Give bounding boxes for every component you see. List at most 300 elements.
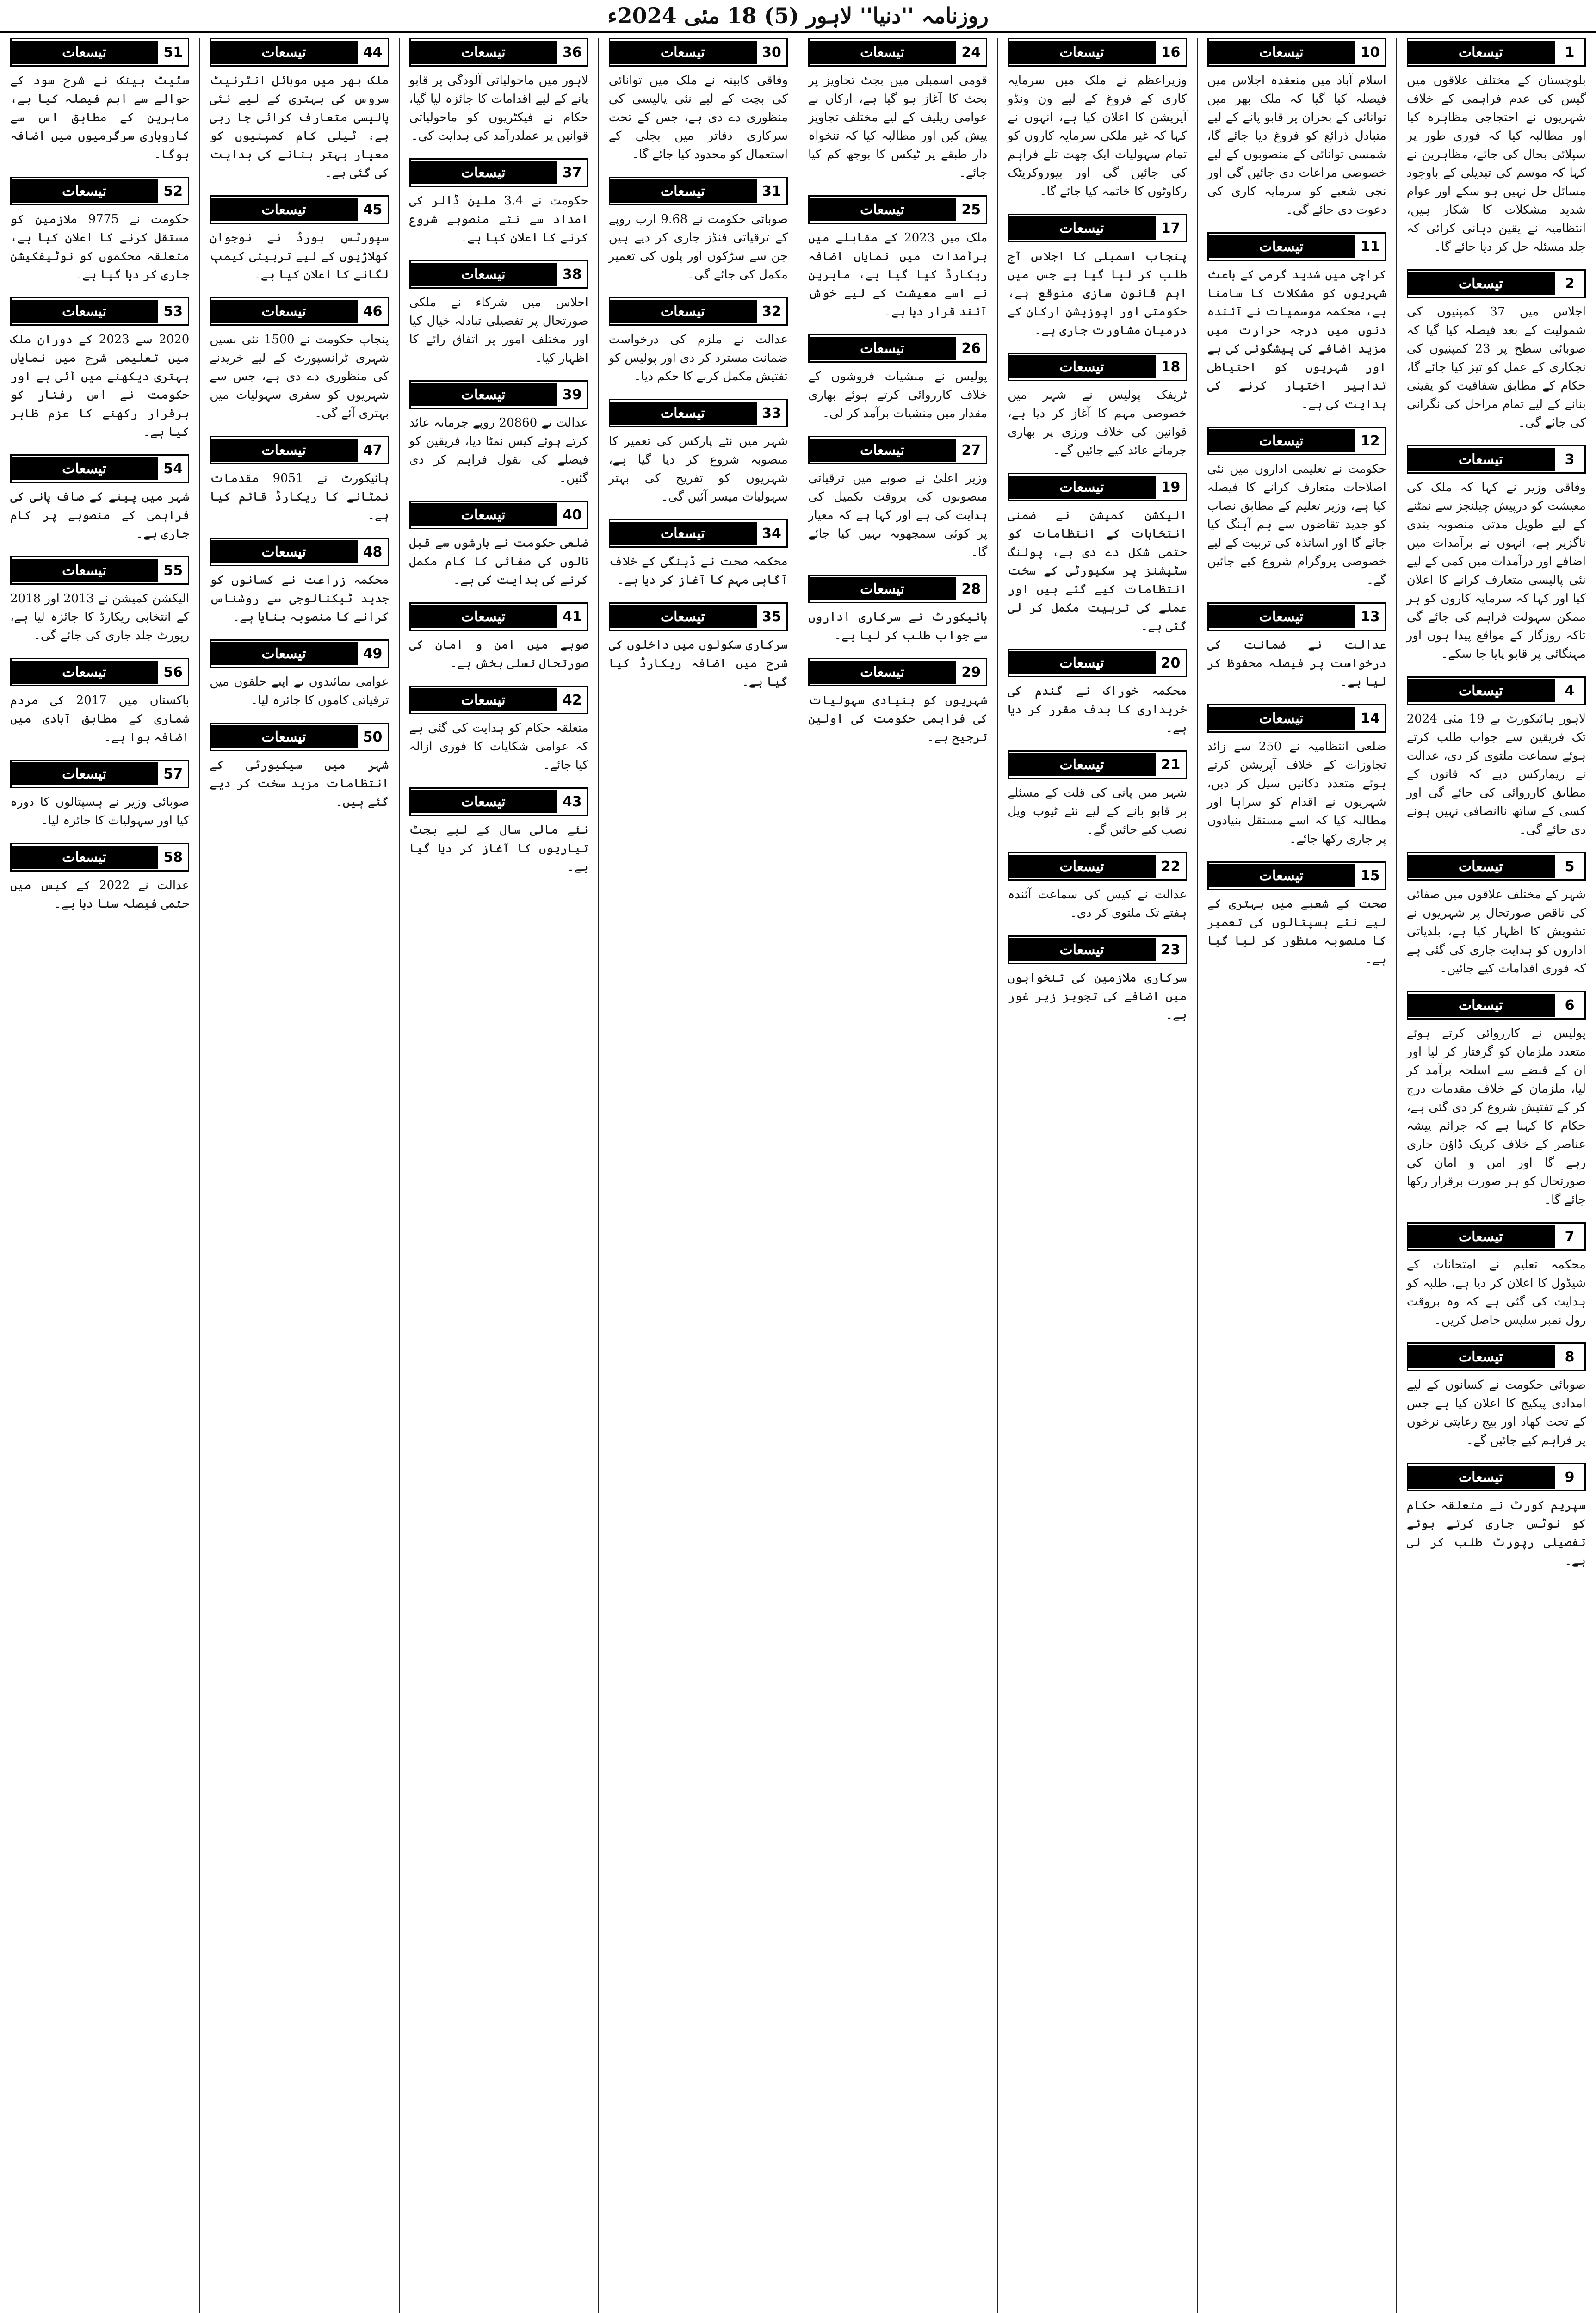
news-item-body: وزیر اعلیٰ نے صوبے میں ترقیاتی منصوبوں کی بروقت تکمیل کی ہدایت کی ہے اور کہا ہے کہ معیار پر کوئی سمجھوتہ نہیں کیا جائے گا۔ bbox=[808, 471, 988, 559]
news-item-number: 39 bbox=[556, 383, 587, 406]
news-item bbox=[1207, 602, 1386, 691]
news-item-header bbox=[1407, 445, 1586, 474]
news-item-number: 18 bbox=[1155, 355, 1186, 378]
news-item bbox=[1407, 38, 1586, 256]
news-item-body: لاہور ہائیکورٹ نے 19 مئی 2024 تک فریقین سے جواب طلب کرتے ہوئے سماعت ملتوی کر دی، عدالت نے ریمارکس دیے کہ قانون کے مطابق کارروائی کی جائے گی اور کسی کے ساتھ ناانصافی نہیں ہونے دی جائے گی۔ bbox=[1406, 712, 1586, 837]
news-item bbox=[409, 787, 588, 876]
news-item-label: تیسعات bbox=[411, 605, 556, 628]
news-item bbox=[1008, 38, 1187, 201]
news-item-body: شہریوں کو بنیادی سہولیات کی فراہمی حکومت کی اولین ترجیح ہے۔ bbox=[808, 693, 988, 744]
news-column bbox=[798, 38, 997, 2313]
news-item-header bbox=[1008, 473, 1187, 501]
news-item-body: محکمہ صحت نے ڈینگی کے خلاف آگاہی مہم کا آغاز کر دیا ہے۔ bbox=[608, 555, 788, 587]
news-item bbox=[1008, 750, 1187, 839]
news-item-header bbox=[1008, 852, 1187, 881]
news-item-number: 20 bbox=[1155, 651, 1186, 674]
news-item-body: ملک بھر میں موبائل انٹرنیٹ سروس کی بہتری کے لیے نئی پالیسی متعارف کرائی جا رہی ہے، ٹیلی کام کمپنیوں کو معیار بہتر بنانے کی ہدایت کی گئی ہے۔ bbox=[210, 74, 389, 180]
news-item-label: تیسعات bbox=[610, 300, 755, 323]
news-item-label: تیسعات bbox=[1209, 707, 1354, 730]
news-item-body: شہر کے مختلف علاقوں میں صفائی کی ناقص صورتحال پر شہریوں نے تشویش کا اظہار کیا ہے، بلدیاتی اداروں کو ہدایت جاری کی گئی ہے کہ فوری اقدامات کیے جائیں۔ bbox=[1406, 888, 1586, 976]
news-item-label: تیسعات bbox=[610, 179, 755, 203]
news-item-label: تیسعات bbox=[1408, 994, 1553, 1017]
news-item bbox=[210, 639, 389, 710]
news-item-body: کراچی میں شدید گرمی کے باعث شہریوں کو مشکلات کا سامنا ہے، محکمہ موسمیات نے آئندہ دنوں میں درجہ حرارت میں مزید اضافے کی پیشگوئی کی ہے اور شہریوں کو احتیاطی تدابیر اختیار کرنے کی ہدایت کی ہے۔ bbox=[1207, 268, 1386, 411]
news-item-body: ضلعی انتظامیہ نے 250 سے زائد تجاوزات کے خلاف آپریشن کرتے ہوئے متعدد دکانیں سیل کر دیں، شہریوں نے اقدام کو سراہا اور مطالبہ کیا کہ اسے مستقل بنیادوں پر جاری رکھا جائے۔ bbox=[1207, 740, 1386, 846]
news-item-number: 58 bbox=[157, 846, 188, 869]
news-item-header bbox=[609, 399, 788, 427]
news-item bbox=[609, 602, 788, 691]
news-item-label: تیسعات bbox=[810, 41, 955, 64]
news-item-header bbox=[409, 38, 588, 67]
news-item bbox=[808, 38, 987, 182]
news-item-number: 48 bbox=[357, 540, 388, 563]
news-item-header bbox=[1407, 852, 1586, 881]
news-item-number: 33 bbox=[755, 402, 786, 425]
news-item-header bbox=[1008, 649, 1187, 677]
news-item-header bbox=[609, 602, 788, 631]
news-item-body: الیکشن کمیشن نے ضمنی انتخابات کے انتظامات کو حتمی شکل دے دی ہے، پولنگ سٹیشنز پر سکیورٹی کے سخت انتظامات کیے گئے ہیں اور عملے کی تربیت مکمل کر لی گئی ہے۔ bbox=[1008, 508, 1187, 633]
news-item bbox=[808, 575, 987, 645]
news-item-label: تیسعات bbox=[1408, 448, 1553, 471]
news-item-body: ملک میں 2023 کے مقابلے میں برآمدات میں نمایاں اضافہ ریکارڈ کیا گیا ہے، ماہرین نے اسے معیشت کے لیے خوش آئند قرار دیا ہے۔ bbox=[808, 231, 988, 319]
news-item-number: 19 bbox=[1155, 476, 1186, 499]
news-item bbox=[1407, 269, 1586, 432]
news-item-body: عدالت نے 20860 روپے جرمانہ عائد کرتے ہوئے کیس نمٹا دیا، فریقین کو فیصلے کی نقول فراہم کر دی گئیں۔ bbox=[409, 416, 588, 485]
news-column bbox=[1197, 38, 1397, 2313]
news-item-label: تیسعات bbox=[12, 559, 157, 582]
news-item-header bbox=[409, 686, 588, 714]
news-item-number: 15 bbox=[1354, 864, 1385, 887]
news-item-label: تیسعات bbox=[1009, 855, 1154, 878]
news-item-header bbox=[10, 556, 189, 585]
news-item-header bbox=[1008, 38, 1187, 67]
news-item-label: تیسعات bbox=[211, 41, 356, 64]
news-item-label: تیسعات bbox=[1408, 679, 1553, 702]
news-item-label: تیسعات bbox=[1009, 651, 1154, 674]
news-column bbox=[0, 38, 199, 2313]
news-item-label: تیسعات bbox=[1009, 938, 1154, 961]
news-item-number: 31 bbox=[755, 179, 786, 203]
news-item-label: تیسعات bbox=[211, 540, 356, 563]
news-item-body: سٹیٹ بینک نے شرح سود کے حوالے سے اہم فیصلہ کیا ہے، ماہرین کے مطابق اس سے کاروباری سرگرمیوں میں اضافہ ہوگا۔ bbox=[10, 74, 190, 161]
news-item-header bbox=[10, 297, 189, 326]
news-item-number: 5 bbox=[1553, 855, 1584, 878]
news-item-body: عدالت نے 2022 کے کیس میں حتمی فیصلہ سنا دیا ہے۔ bbox=[10, 878, 190, 911]
news-item-number: 47 bbox=[357, 439, 388, 462]
news-item-label: تیسعات bbox=[1009, 216, 1154, 240]
news-item-number: 22 bbox=[1155, 855, 1186, 878]
news-item-header bbox=[1008, 214, 1187, 242]
news-item bbox=[10, 843, 189, 913]
news-item-header bbox=[10, 760, 189, 788]
news-item bbox=[10, 454, 189, 543]
news-item-number: 8 bbox=[1553, 1345, 1584, 1368]
news-item-number: 25 bbox=[955, 198, 986, 221]
news-item-header bbox=[210, 639, 389, 668]
news-column bbox=[199, 38, 399, 2313]
news-item bbox=[1008, 852, 1187, 922]
news-item-body: ٹریفک پولیس نے شہر میں خصوصی مہم کا آغاز کر دیا ہے، قوانین کی خلاف ورزی پر بھاری جرمانے عائد کیے جائیں گے۔ bbox=[1008, 388, 1187, 458]
news-item-number: 51 bbox=[157, 41, 188, 64]
news-item-label: تیسعات bbox=[12, 457, 157, 480]
news-item-label: تیسعات bbox=[1408, 855, 1553, 878]
news-item-body: 2020 سے 2023 کے دوران ملک میں تعلیمی شرح میں نمایاں بہتری دیکھنے میں آئی ہے اور حکومت نے اس رفتار کو برقرار رکھنے کا عزم ظاہر کیا ہے۔ bbox=[10, 333, 190, 439]
news-item-number: 53 bbox=[157, 300, 188, 323]
news-item-header bbox=[1008, 750, 1187, 779]
masthead-title: روزنامہ ''دنیا'' لاہور (5) 18 مئی 2024ء bbox=[607, 3, 989, 28]
news-item-number: 29 bbox=[955, 661, 986, 684]
news-item bbox=[1008, 935, 1187, 1024]
news-item-body: نئے مالی سال کے لیے بجٹ تیاریوں کا آغاز کر دیا گیا ہے۔ bbox=[409, 823, 588, 874]
news-item-header bbox=[10, 454, 189, 483]
news-item-body: عدالت نے کیس کی سماعت آئندہ ہفتے تک ملتوی کر دی۔ bbox=[1008, 888, 1187, 920]
news-item-label: تیسعات bbox=[211, 198, 356, 221]
news-item-number: 7 bbox=[1553, 1225, 1584, 1248]
news-item-number: 27 bbox=[955, 439, 986, 462]
news-item-number: 9 bbox=[1553, 1466, 1584, 1489]
news-item-number: 43 bbox=[556, 790, 587, 813]
news-item-body: قومی اسمبلی میں بجٹ تجاویز پر بحث کا آغاز ہو گیا ہے، ارکان نے عوامی ریلیف کے لیے مختلف تجاویز پیش کیں اور مطالبہ کیا کہ تنخواہ دار طبقے پر ٹیکس کا بوجھ کم کیا جائے۔ bbox=[808, 74, 988, 180]
news-item-body: ہائیکورٹ نے 9051 مقدمات نمٹانے کا ریکارڈ قائم کیا ہے۔ bbox=[210, 471, 389, 522]
news-item-label: تیسعات bbox=[810, 337, 955, 360]
news-item-label: تیسعات bbox=[411, 790, 556, 813]
news-item-label: تیسعات bbox=[411, 161, 556, 184]
news-item-number: 34 bbox=[755, 522, 786, 545]
news-item-body: حکومت نے تعلیمی اداروں میں نئی اصلاحات متعارف کرانے کا فیصلہ کیا ہے، وزیر تعلیم کے مطابق نصاب کو جدید تقاضوں سے ہم آہنگ کیا جائے گا اور اساتذہ کی تربیت کے لیے خصوصی پروگرام شروع کیے جائیں گے۔ bbox=[1207, 462, 1386, 587]
news-item-number: 50 bbox=[357, 725, 388, 748]
news-item bbox=[1008, 353, 1187, 460]
news-item-header bbox=[210, 195, 389, 224]
news-item-body: صوبائی وزیر نے ہسپتالوں کا دورہ کیا اور سہولیات کا جائزہ لیا۔ bbox=[10, 795, 190, 828]
news-item-label: تیسعات bbox=[810, 577, 955, 600]
news-item-header bbox=[210, 538, 389, 566]
news-item-body: پنجاب اسمبلی کا اجلاس آج طلب کر لیا گیا ہے جس میں اہم قانون سازی متوقع ہے، حکومتی اور اپوزیشن ارکان کے درمیان مشاورت جاری ہے۔ bbox=[1008, 249, 1187, 337]
news-item-label: تیسعات bbox=[1009, 41, 1154, 64]
news-item-number: 24 bbox=[955, 41, 986, 64]
news-item-body: صوبائی حکومت نے کسانوں کے لیے امدادی پیکیج کا اعلان کیا ہے جس کے تحت کھاد اور بیج رعایتی نرخوں پر فراہم کیے جائیں گے۔ bbox=[1406, 1378, 1586, 1447]
news-item bbox=[1008, 649, 1187, 737]
news-item-number: 36 bbox=[556, 41, 587, 64]
news-item-number: 35 bbox=[755, 605, 786, 628]
news-item-body: وفاقی کابینہ نے ملک میں توانائی کی بچت کے لیے نئی پالیسی کی منظوری دے دی ہے، جس کے تحت سرکاری دفاتر میں بجلی کے استعمال کو محدود کیا جائے گا۔ bbox=[608, 74, 788, 161]
news-item-number: 37 bbox=[556, 161, 587, 184]
news-item bbox=[409, 602, 588, 673]
news-item bbox=[1207, 861, 1386, 969]
news-item bbox=[210, 297, 389, 423]
news-item-header bbox=[1207, 232, 1386, 261]
news-item-body: متعلقہ حکام کو ہدایت کی گئی ہے کہ عوامی شکایات کا فوری ازالہ کیا جائے۔ bbox=[409, 721, 588, 772]
news-item bbox=[1207, 38, 1386, 219]
news-item-number: 17 bbox=[1155, 216, 1186, 240]
news-item-number: 38 bbox=[556, 263, 587, 286]
news-item bbox=[10, 177, 189, 284]
news-item-label: تیسعات bbox=[1408, 272, 1553, 295]
news-item-header bbox=[1207, 38, 1386, 67]
news-item bbox=[210, 436, 389, 525]
news-item-header bbox=[1207, 861, 1386, 890]
news-item-header bbox=[1407, 1463, 1586, 1491]
news-item-header bbox=[1008, 353, 1187, 381]
news-item-body: پولیس نے کارروائی کرتے ہوئے متعدد ملزمان کو گرفتار کر لیا اور ان کے قبضے سے اسلحہ برآمد کر لیا، ملزمان کے خلاف مقدمات درج کر کے تفتیش شروع کر دی گئی ہے، حکام کا کہنا ہے کہ جرائم پیشہ عناصر کے خلاف کریک ڈاؤن جاری رہے گا اور امن و امان کی صورتحال کو ہر صورت برقرار رکھا جائے گا۔ bbox=[1406, 1027, 1586, 1207]
news-item-number: 6 bbox=[1553, 994, 1584, 1017]
news-item-header bbox=[808, 195, 987, 224]
news-item-header bbox=[808, 38, 987, 67]
news-item-number: 2 bbox=[1553, 272, 1584, 295]
news-item bbox=[409, 38, 588, 145]
news-item-label: تیسعات bbox=[1408, 1466, 1553, 1489]
news-item-label: تیسعات bbox=[411, 503, 556, 526]
news-item-label: تیسعات bbox=[1209, 429, 1354, 452]
news-item-label: تیسعات bbox=[12, 41, 157, 64]
news-item-number: 54 bbox=[157, 457, 188, 480]
news-item bbox=[409, 158, 588, 247]
news-item-label: تیسعات bbox=[1009, 355, 1154, 378]
news-item-header bbox=[808, 658, 987, 686]
news-item-body: صوبے میں امن و امان کی صورتحال تسلی بخش ہے۔ bbox=[409, 638, 588, 670]
news-item-header bbox=[1407, 1342, 1586, 1371]
news-item-label: تیسعات bbox=[1209, 605, 1354, 628]
news-item bbox=[1407, 991, 1586, 1209]
news-item-header bbox=[10, 658, 189, 686]
news-item-body: اجلاس میں 37 کمپنیوں کی شمولیت کے بعد فیصلہ کیا گیا کہ صوبائی سطح پر 23 کمپنیوں کی نجکاری کے عمل کو تیز کیا جائے گا، حکام کے مطابق شفافیت کو یقینی بنانے کے لیے تمام مراحل کی نگرانی کی جائے گی۔ bbox=[1406, 305, 1586, 430]
news-item-body: سپریم کورٹ نے متعلقہ حکام کو نوٹس جاری کرتے ہوئے تفصیلی رپورٹ طلب کر لی ہے۔ bbox=[1406, 1498, 1586, 1568]
news-item-body: شہر میں نئے پارکس کی تعمیر کا منصوبہ شروع کر دیا گیا ہے، شہریوں کو تفریح کی بہتر سہولیات میسر آئیں گی۔ bbox=[608, 434, 788, 504]
news-item-header bbox=[1407, 269, 1586, 298]
news-item-label: تیسعات bbox=[1009, 476, 1154, 499]
news-column bbox=[599, 38, 798, 2313]
news-item-body: سرکاری ملازمین کی تنخواہوں میں اضافے کی تجویز زیر غور ہے۔ bbox=[1008, 971, 1187, 1022]
news-item-body: لاہور میں ماحولیاتی آلودگی پر قابو پانے کے لیے اقدامات کا جائزہ لیا گیا، حکام نے فیکٹریوں کو ماحولیاتی قوانین پر عملدرآمد کی ہدایت کی۔ bbox=[409, 74, 588, 143]
news-item-number: 49 bbox=[357, 642, 388, 665]
news-item-label: تیسعات bbox=[12, 300, 157, 323]
news-item-header bbox=[210, 297, 389, 326]
news-item-label: تیسعات bbox=[1009, 753, 1154, 776]
news-item-header bbox=[409, 501, 588, 529]
news-item-body: عدالت نے ضمانت کی درخواست پر فیصلہ محفوظ کر لیا ہے۔ bbox=[1207, 638, 1386, 689]
news-item-label: تیسعات bbox=[1408, 1225, 1553, 1248]
news-item-body: حکومت نے 9775 ملازمین کو مستقل کرنے کا اعلان کیا ہے، متعلقہ محکموں کو نوٹیفکیشن جاری کر دیا گیا ہے۔ bbox=[10, 212, 190, 282]
news-item-label: تیسعات bbox=[1209, 864, 1354, 887]
news-column bbox=[997, 38, 1197, 2313]
news-item-header bbox=[1008, 935, 1187, 964]
news-item-body: محکمہ تعلیم نے امتحانات کے شیڈول کا اعلان کر دیا ہے، طلبہ کو ہدایت کی گئی ہے کہ وہ بروقت رول نمبر سلپس حاصل کریں۔ bbox=[1406, 1258, 1586, 1327]
news-item-label: تیسعات bbox=[12, 846, 157, 869]
news-item-body: ضلعی حکومت نے بارشوں سے قبل نالوں کی صفائی کا کام مکمل کرنے کی ہدایت کی ہے۔ bbox=[409, 536, 588, 587]
news-item-number: 16 bbox=[1155, 41, 1186, 64]
news-item-label: تیسعات bbox=[1209, 235, 1354, 258]
news-item-label: تیسعات bbox=[810, 661, 955, 684]
news-item-header bbox=[1207, 427, 1386, 455]
news-item bbox=[10, 38, 189, 164]
news-item-label: تیسعات bbox=[610, 605, 755, 628]
news-item-header bbox=[1207, 602, 1386, 631]
news-item-body: سپورٹس بورڈ نے نوجوان کھلاڑیوں کے لیے تربیتی کیمپ لگانے کا اعلان کیا ہے۔ bbox=[210, 231, 389, 282]
news-item-label: تیسعات bbox=[411, 263, 556, 286]
masthead bbox=[0, 0, 1596, 33]
news-item-body: شہر میں پانی کی قلت کے مسئلے پر قابو پانے کے لیے نئے ٹیوب ویل نصب کیے جائیں گے۔ bbox=[1008, 786, 1187, 837]
news-item-label: تیسعات bbox=[610, 41, 755, 64]
news-item-number: 41 bbox=[556, 605, 587, 628]
news-item-label: تیسعات bbox=[12, 661, 157, 684]
news-item-header bbox=[609, 177, 788, 205]
news-item bbox=[1207, 232, 1386, 414]
news-item bbox=[10, 658, 189, 747]
news-item bbox=[10, 556, 189, 645]
news-item-body: پنجاب حکومت نے 1500 نئی بسیں شہری ٹرانسپورٹ کے لیے خریدنے کی منظوری دے دی ہے، جس سے شہریوں کو سفری سہولیات میں بہتری آئے گی۔ bbox=[210, 333, 389, 421]
news-item bbox=[609, 297, 788, 386]
news-item-label: تیسعات bbox=[1408, 1345, 1553, 1368]
news-item-number: 10 bbox=[1354, 41, 1385, 64]
news-item-header bbox=[10, 38, 189, 67]
news-item-label: تیسعات bbox=[810, 198, 955, 221]
news-item-body: عدالت نے ملزم کی درخواست ضمانت مسترد کر دی اور پولیس کو تفتیش مکمل کرنے کا حکم دیا۔ bbox=[608, 333, 788, 383]
news-item-header bbox=[10, 843, 189, 872]
news-item-number: 4 bbox=[1553, 679, 1584, 702]
news-item-header bbox=[409, 602, 588, 631]
news-item bbox=[1407, 1463, 1586, 1570]
news-item-number: 28 bbox=[955, 577, 986, 600]
news-item-header bbox=[409, 380, 588, 409]
news-item-body: ہائیکورٹ نے سرکاری اداروں سے جواب طلب کر لیا ہے۔ bbox=[808, 610, 988, 643]
news-item bbox=[1207, 427, 1386, 589]
news-item bbox=[609, 519, 788, 589]
news-item-label: تیسعات bbox=[610, 522, 755, 545]
news-item-body: صوبائی حکومت نے 9.68 ارب روپے کے ترقیاتی فنڈز جاری کر دیے ہیں جن سے سڑکوں اور پلوں کی تعمیر مکمل کی جائے گی۔ bbox=[608, 212, 788, 282]
news-item bbox=[609, 38, 788, 164]
news-item bbox=[1407, 676, 1586, 839]
news-item bbox=[1008, 214, 1187, 340]
news-item-body: اجلاس میں شرکاء نے ملکی صورتحال پر تفصیلی تبادلہ خیال کیا اور مختلف امور پر اتفاق رائے کا اظہار کیا۔ bbox=[409, 296, 588, 365]
news-item-number: 3 bbox=[1553, 448, 1584, 471]
news-item-number: 42 bbox=[556, 688, 587, 711]
news-item bbox=[409, 501, 588, 589]
news-item-label: تیسعات bbox=[12, 762, 157, 785]
news-item-number: 12 bbox=[1354, 429, 1385, 452]
news-item bbox=[1207, 704, 1386, 848]
news-item-header bbox=[609, 297, 788, 326]
news-item-body: صحت کے شعبے میں بہتری کے لیے نئے ہسپتالوں کی تعمیر کا منصوبہ منظور کر لیا گیا ہے۔ bbox=[1207, 897, 1386, 966]
news-item-header bbox=[808, 575, 987, 603]
news-item-body: شہر میں سیکیورٹی کے انتظامات مزید سخت کر دیے گئے ہیں۔ bbox=[210, 758, 389, 809]
news-item-label: تیسعات bbox=[1209, 41, 1354, 64]
news-item-header bbox=[1407, 991, 1586, 1020]
news-item-number: 30 bbox=[755, 41, 786, 64]
news-item-label: تیسعات bbox=[12, 179, 157, 203]
news-item-header bbox=[409, 158, 588, 187]
news-item-number: 26 bbox=[955, 337, 986, 360]
news-item-label: تیسعات bbox=[610, 402, 755, 425]
news-item-header bbox=[808, 334, 987, 363]
news-item-label: تیسعات bbox=[1408, 41, 1553, 64]
news-item bbox=[808, 334, 987, 423]
news-item bbox=[1407, 1342, 1586, 1450]
news-item-body: سرکاری سکولوں میں داخلوں کی شرح میں اضافہ ریکارڈ کیا گیا ہے۔ bbox=[608, 638, 788, 689]
news-item bbox=[808, 436, 987, 562]
news-column bbox=[399, 38, 599, 2313]
news-item-body: الیکشن کمیشن نے 2013 اور 2018 کے انتخابی ریکارڈ کا جائزہ لیا ہے، رپورٹ جلد جاری کی جائے گی۔ bbox=[10, 592, 190, 643]
news-item-label: تیسعات bbox=[211, 439, 356, 462]
news-item-label: تیسعات bbox=[411, 41, 556, 64]
news-item bbox=[10, 297, 189, 441]
news-item bbox=[210, 38, 389, 182]
news-item-body: محکمہ خوراک نے گندم کی خریداری کا ہدف مقرر کر دیا ہے۔ bbox=[1008, 684, 1187, 735]
news-item-number: 11 bbox=[1354, 235, 1385, 258]
news-item-number: 23 bbox=[1155, 938, 1186, 961]
news-item-number: 21 bbox=[1155, 753, 1186, 776]
news-column bbox=[1397, 38, 1596, 2313]
news-item bbox=[409, 260, 588, 367]
news-item-number: 55 bbox=[157, 559, 188, 582]
news-item-number: 14 bbox=[1354, 707, 1385, 730]
news-item-number: 52 bbox=[157, 179, 188, 203]
news-item bbox=[609, 177, 788, 284]
news-item-header bbox=[210, 436, 389, 464]
news-item bbox=[10, 760, 189, 830]
news-item-header bbox=[210, 38, 389, 67]
news-item-label: تیسعات bbox=[411, 688, 556, 711]
news-item-body: پاکستان میں 2017 کی مردم شماری کے مطابق آبادی میں اضافہ ہوا ہے۔ bbox=[10, 693, 190, 744]
news-item bbox=[1407, 852, 1586, 978]
news-item bbox=[409, 380, 588, 488]
news-item bbox=[210, 723, 389, 811]
news-item-label: تیسعات bbox=[211, 300, 356, 323]
news-item-header bbox=[609, 519, 788, 548]
news-item-header bbox=[609, 38, 788, 67]
news-item-body: وزیراعظم نے ملک میں سرمایہ کاری کے فروغ کے لیے ون ونڈو آپریشن کا اعلان کیا ہے، انہوں نے کہا کہ غیر ملکی سرمایہ کاروں کو تمام سہولیات ایک چھت تلے فراہم کی جائیں گی اور بیوروکریٹک رکاوٹوں کا خاتمہ کیا جائے گا۔ bbox=[1008, 74, 1187, 198]
news-item bbox=[210, 538, 389, 626]
news-item-header bbox=[1407, 676, 1586, 705]
news-item-header bbox=[409, 260, 588, 289]
news-item-label: تیسعات bbox=[211, 725, 356, 748]
news-item-number: 40 bbox=[556, 503, 587, 526]
news-item-number: 46 bbox=[357, 300, 388, 323]
news-item-number: 45 bbox=[357, 198, 388, 221]
news-item bbox=[1407, 1222, 1586, 1330]
news-item-body: پولیس نے منشیات فروشوں کے خلاف کارروائی کرتے ہوئے بھاری مقدار میں منشیات برآمد کر لی۔ bbox=[808, 370, 988, 421]
news-item-number: 1 bbox=[1553, 41, 1584, 64]
news-item-label: تیسعات bbox=[810, 439, 955, 462]
news-item-body: شہر میں پینے کے صاف پانی کی فراہمی کے منصوبے پر کام جاری ہے۔ bbox=[10, 490, 190, 541]
news-item-body: حکومت نے 3.4 ملین ڈالر کی امداد سے نئے منصوبے شروع کرنے کا اعلان کیا ہے۔ bbox=[409, 194, 588, 245]
news-item bbox=[1407, 445, 1586, 663]
news-item-label: تیسعات bbox=[211, 642, 356, 665]
news-item-body: بلوچستان کے مختلف علاقوں میں گیس کی عدم فراہمی کے خلاف شہریوں نے احتجاجی مظاہرہ کیا اور مطالبہ کیا کہ فوری طور پر سپلائی بحال کی جائے، مظاہرین نے کہا کہ موسم کی تبدیلی کے باوجود مسائل حل نہیں ہو سکے اور عوام شدید مشکلات کا شکار ہیں، انتظامیہ نے یقین دہانی کرائی کہ جلد مسئلہ حل کر دیا جائے گا۔ bbox=[1406, 74, 1586, 254]
news-item-header bbox=[409, 787, 588, 816]
news-item bbox=[409, 686, 588, 774]
news-item-header bbox=[210, 723, 389, 751]
news-item-header bbox=[1407, 1222, 1586, 1251]
news-item bbox=[808, 195, 987, 321]
news-item-number: 57 bbox=[157, 762, 188, 785]
news-item-body: اسلام آباد میں منعقدہ اجلاس میں فیصلہ کیا گیا کہ ملک بھر میں توانائی کے بحران پر قابو پانے کے لیے متبادل ذرائع کو فروغ دیا جائے گا، شمسی توانائی کے منصوبوں کے لیے خصوصی مراعات دی جائیں گی اور نجی شعبے کو سرمایہ کاری کی دعوت دی جائے گی۔ bbox=[1207, 74, 1386, 217]
news-item bbox=[210, 195, 389, 284]
news-item-number: 32 bbox=[755, 300, 786, 323]
news-item-body: عوامی نمائندوں نے اپنے حلقوں میں ترقیاتی کاموں کا جائزہ لیا۔ bbox=[210, 675, 389, 707]
news-item-label: تیسعات bbox=[411, 383, 556, 406]
news-item-body: وفاقی وزیر نے کہا کہ ملک کی معیشت کو درپیش چیلنجز سے نمٹنے کے لیے طویل مدتی منصوبہ بندی ناگزیر ہے، انہوں نے برآمدات میں اضافے اور درآمدات میں کمی کے لیے نئی پالیسی متعارف کرانے کا اعلان کیا اور کہا کہ سرمایہ کاروں کو ہر ممکن سہولت فراہم کی جائے گی تاکہ روزگار کے مواقع پیدا ہوں اور مہنگائی پر قابو پایا جا سکے۔ bbox=[1406, 481, 1586, 661]
news-item bbox=[609, 399, 788, 506]
news-item-number: 56 bbox=[157, 661, 188, 684]
news-item bbox=[1008, 473, 1187, 636]
news-item-number: 44 bbox=[357, 41, 388, 64]
news-item-number: 13 bbox=[1354, 605, 1385, 628]
news-item-header bbox=[10, 177, 189, 205]
news-item-header bbox=[1407, 38, 1586, 67]
news-item-body: محکمہ زراعت نے کسانوں کو جدید ٹیکنالوجی سے روشناس کرانے کا منصوبہ بنایا ہے۔ bbox=[210, 573, 389, 624]
news-item bbox=[808, 658, 987, 747]
news-item-header bbox=[808, 436, 987, 464]
news-item-header bbox=[1207, 704, 1386, 733]
